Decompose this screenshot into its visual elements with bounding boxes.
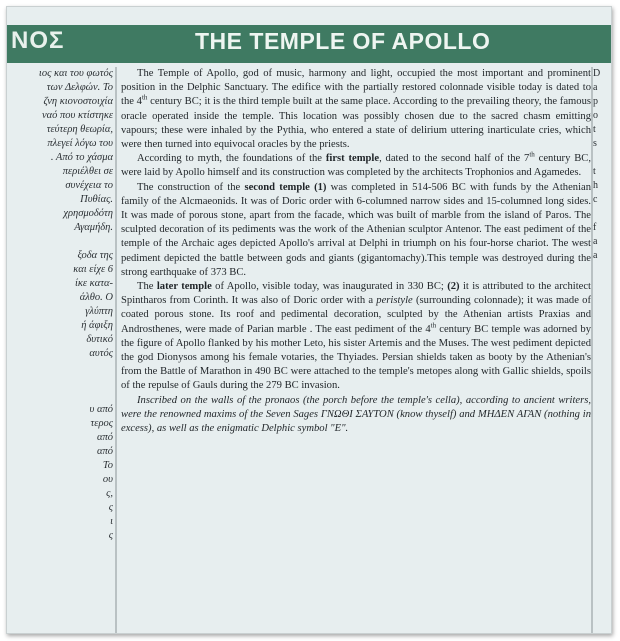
greek-line: ζνη κιονοστοιχία — [43, 96, 113, 107]
greek-line: ου — [102, 474, 113, 485]
paragraph-inscriptions: Inscribed on the walls of the pronaos (the porch before the temple's cella), according to ancient writers, were the renowned maxims of the Seven Sages ΓΝΩΘΙ ΣΑΥΤΟΝ (know thyself) and ΜΗΔΕΝ ΑΓΑΝ (nothing in excess), as well as the enigmatic Delphic symbol "E". — [121, 394, 591, 435]
paragraph-intro: The Temple of Apollo, god of music, harmony and light, occupied the most important and prominent position in the Delphic Sanctuary. The edifice with the partially restored colonnade visible today is dated to the 4th century BC; it is the third temple built at the same place. According to the prevailing theory, the famous oracle operated inside the temple. This location was possibly chosen due to the sacred chasm emitting vapours; these were inhaled by the Pythia, who entered a state of delirium uttering inarticulate cries, which were then turned into equivocal oracles by the priests. — [121, 68, 591, 151]
french-line: h — [593, 180, 598, 191]
page-title: THE TEMPLE OF APOLLO — [195, 28, 491, 54]
paragraph-first-temple: According to myth, the foundations of the first temple, dated to the second half of the 7th century BC, were laid by Apollo himself and its construction was completed by the architects Trophonios and Agamedes. — [121, 150, 591, 179]
french-line: p — [593, 96, 598, 107]
greek-line: γλύπτη — [85, 306, 113, 317]
english-text-column — [121, 67, 591, 436]
greek-line: ς — [108, 502, 113, 513]
french-line: a — [593, 250, 598, 261]
greek-line: συνέχεια το — [65, 180, 113, 191]
greek-line: ς, — [106, 488, 113, 499]
greek-line: . Από το χάσμα — [50, 152, 113, 163]
greek-line: ή άφιξη — [81, 320, 113, 331]
french-text-column — [593, 67, 611, 263]
french-line: s — [593, 138, 597, 149]
greek-line: των Δελφών. Το — [46, 82, 113, 93]
greek-line: ς — [108, 530, 113, 541]
greek-line: πλεγεί λόγω του — [47, 138, 113, 149]
greek-title-fragment: ΝΟΣ — [11, 27, 65, 54]
greek-line: Πυθίας. — [80, 194, 113, 205]
greek-line — [9, 361, 113, 375]
greek-line — [9, 235, 113, 249]
greek-line: ίκε κατα- — [74, 278, 113, 289]
french-line: t — [593, 124, 596, 135]
french-line: c — [593, 194, 598, 205]
greek-line: αυτός — [89, 348, 113, 359]
french-line — [593, 151, 611, 165]
sign-panel — [6, 6, 612, 634]
greek-line: χρησμοδότη — [63, 208, 113, 219]
greek-text-column — [9, 67, 113, 543]
french-line — [593, 207, 611, 221]
paragraph-later-temple: The later temple of Apollo, visible today, was inaugurated in 330 BC; (2) it is attributed to the architect Spintharos from Corinth. It was also of Doric order with a peristyle (surrounding colonnade); it was made of coated porous stone. Its roof and pedimental decoration, sculpted by the Athenian artists Praxias and Androsthenes, were made of Parian marble . The east pediment of the 4th century BC temple was adorned by the figure of Apollo flanked by his mother Leto, his sister Artemis and the Muses. The west pediment depicted the god Dionysos among his female votaries, the Thyiades. Persian shields taken as booty by the Athenian's from the Battle of Marathon in 490 BC were attached to the temple's metopes along with Gallic shields, spoils of the repulse of Gauls during the 279 BC invasion. — [121, 281, 591, 392]
greek-line: Το — [102, 460, 113, 471]
greek-line: τεύτερη θεωρία, — [46, 124, 113, 135]
greek-line: περιέλθει σε — [62, 166, 113, 177]
paragraph-second-temple: The construction of the second temple (1) was completed in 514-506 BC with funds by the Athenian family of the Alcmaeonids. It was of Doric order with 6-columned narrow sides and 15-columned long sides. It was made of porous stone, apart from the facade, which was built of marble from the island of Paros. The sculpted decoration of its pediments was the work of the Athenian sculptor Antenor. The east pediment of the temple of the Archaic ages depicted Apollo's arrival at Delphi in triumph on his four-horse chariot. The west pediment depicted the battle between gods and giants (gigantomachy).This temple was destroyed during the strong earthquake of 373 BC. — [121, 181, 592, 278]
french-line: a — [593, 236, 598, 247]
greek-line: τερος — [90, 418, 113, 429]
french-line: f — [593, 222, 597, 233]
greek-line — [9, 389, 113, 403]
greek-line: υ από — [89, 404, 113, 415]
greek-line: ναό που κτίστηκε — [41, 110, 113, 121]
greek-line: από — [96, 432, 113, 443]
french-line: o — [593, 110, 598, 121]
greek-line: δυτικό — [86, 334, 113, 345]
greek-line: ι — [110, 516, 113, 527]
french-line: t — [593, 166, 596, 177]
greek-line: και είχε 6 — [73, 264, 113, 275]
greek-line: ιος και του φωτός — [38, 68, 113, 79]
greek-line: ξοδα της — [77, 250, 113, 261]
french-line: D — [593, 68, 601, 79]
greek-line: Αγαμήδη. — [74, 222, 113, 233]
greek-line: άλθο. Ο — [79, 292, 113, 303]
french-line: a — [593, 82, 598, 93]
greek-line: από — [96, 446, 113, 457]
column-divider-left — [115, 67, 117, 633]
greek-line — [9, 375, 113, 389]
